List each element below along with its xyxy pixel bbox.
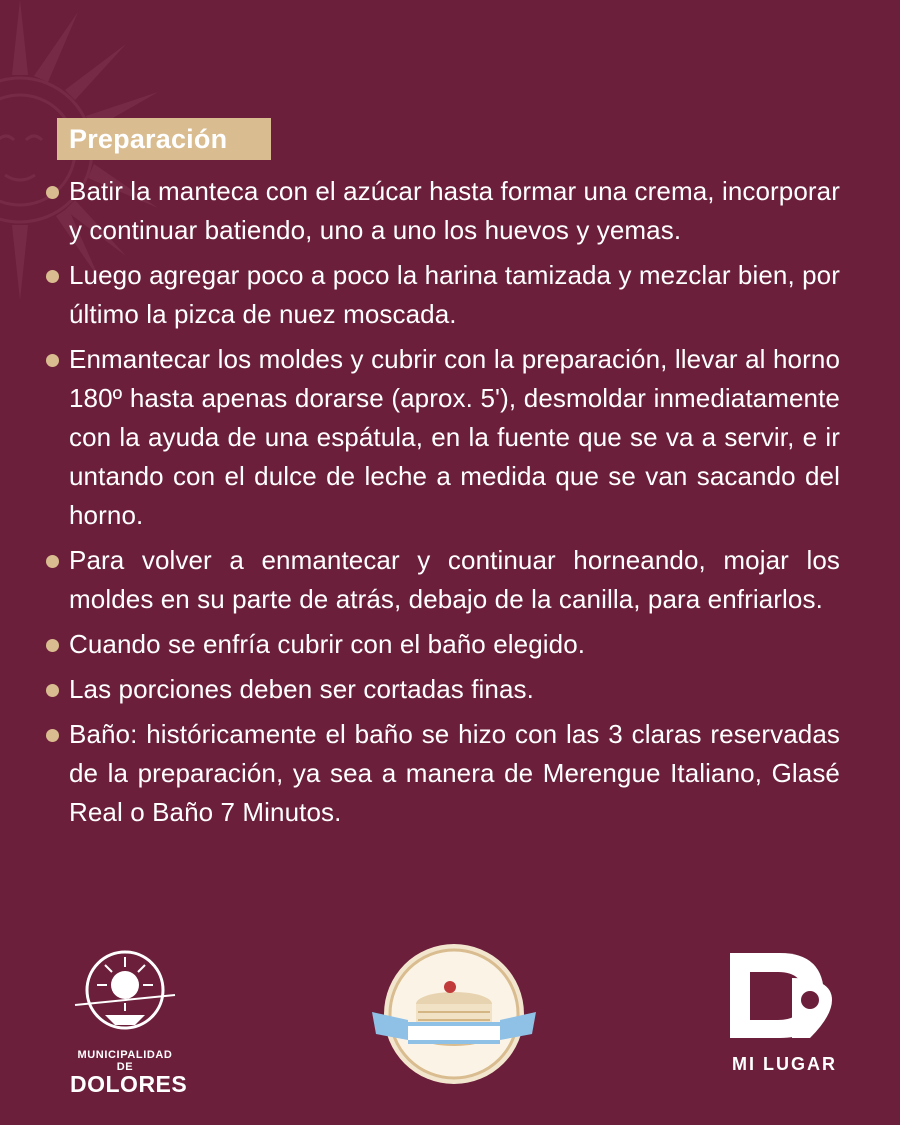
list-item xyxy=(46,625,840,664)
bullet-icon xyxy=(46,270,59,283)
bullet-icon xyxy=(46,186,59,199)
fiesta-torta-logo xyxy=(368,942,540,1092)
step-text: Baño: históricamente el baño se hizo con las 3 claras reservadas de la preparación, ya sea a manera de Merengue Italiano, Glasé Real o Baño 7 Minutos. xyxy=(69,719,840,827)
step-text: Enmantecar los moldes y cubrir con la preparación, llevar al horno 180º hasta apenas dorarse (aprox. 5'), desmoldar inmediatamente con la ayuda de una espátula, en la fuente que se va a servir, e ir untando con el dulce de leche a medida que se van sacando del horno. xyxy=(69,344,840,530)
step-text: Las porciones deben ser cortadas finas. xyxy=(69,674,534,704)
step-text: Cuando se enfría cubrir con el baño elegido. xyxy=(69,629,586,659)
list-item xyxy=(46,541,840,619)
step-text: Para volver a enmantecar y continuar horneando, mojar los moldes en su parte de atrás, debajo de la canilla, para enfriarlos. xyxy=(69,545,840,614)
step-text: Batir la manteca con el azúcar hasta formar una crema, incorporar y continuar batiendo, uno a uno los huevos y yemas. xyxy=(69,176,840,245)
section-heading xyxy=(57,118,271,160)
municipal-seal-icon xyxy=(70,945,180,1040)
list-item xyxy=(46,172,840,250)
municipalidad-name: DOLORES xyxy=(70,1071,188,1097)
municipalidad-logo xyxy=(70,945,188,1097)
cake-badge-icon xyxy=(368,942,540,1092)
bullet-icon xyxy=(46,684,59,697)
list-item xyxy=(46,670,840,709)
list-item xyxy=(46,340,840,535)
bullet-icon xyxy=(46,555,59,568)
d-pin-icon xyxy=(722,948,847,1043)
step-text: Luego agregar poco a poco la harina tamizada y mezclar bien, por último la pizca de nuez moscada. xyxy=(69,260,840,329)
mi-lugar-caption: MI LUGAR xyxy=(732,1054,837,1074)
list-item xyxy=(46,715,840,832)
bullet-icon xyxy=(46,639,59,652)
section-heading-text: Preparación xyxy=(69,123,228,154)
bullet-icon xyxy=(46,729,59,742)
municipalidad-caption: MUNICIPALIDAD DE xyxy=(77,1049,173,1073)
list-item xyxy=(46,256,840,334)
preparation-steps-list xyxy=(46,172,840,838)
bullet-icon xyxy=(46,354,59,367)
mi-lugar-logo xyxy=(722,948,847,1075)
